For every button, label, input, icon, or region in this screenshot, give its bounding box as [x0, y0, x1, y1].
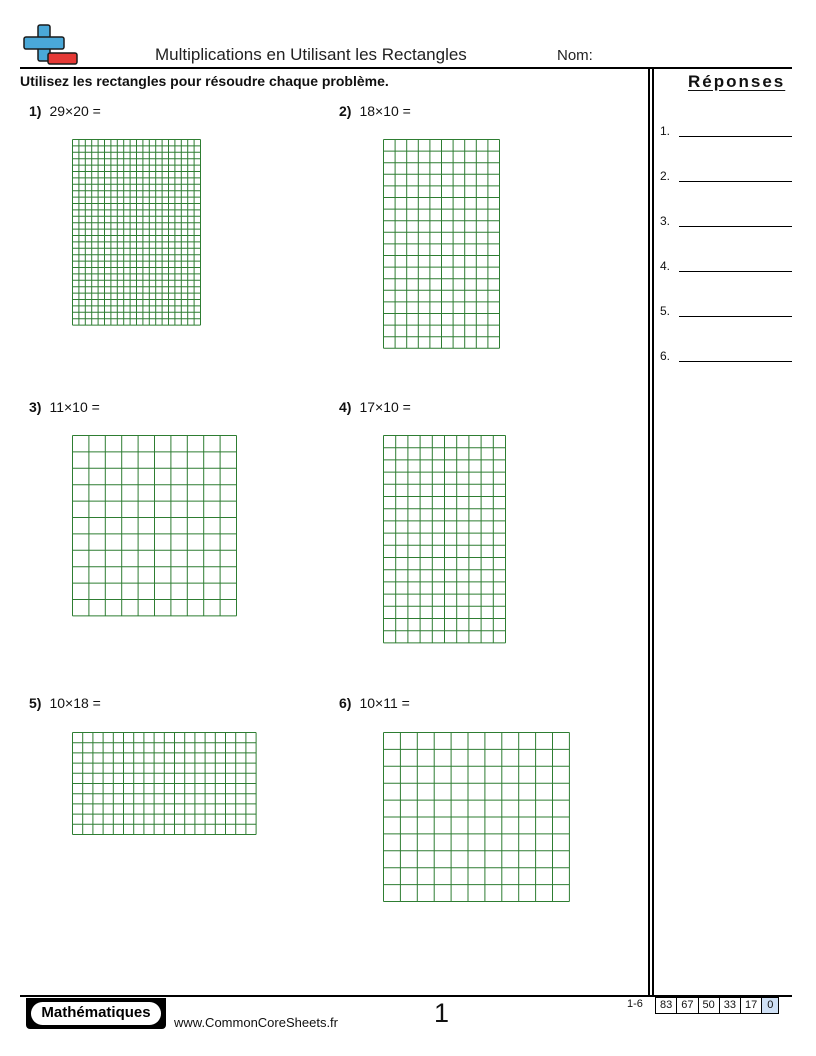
problem-expression: 11×10 = — [49, 399, 100, 415]
score-cell: 33 — [719, 997, 741, 1014]
worksheet-title: Multiplications en Utilisant les Rectangles — [155, 45, 467, 64]
score-cell: 50 — [698, 997, 720, 1014]
multiplication-grid-3 — [72, 435, 237, 617]
brand-badge — [26, 998, 166, 1029]
score-cell: 67 — [676, 997, 698, 1014]
problem-number: 5) — [29, 695, 42, 711]
answer-blank[interactable] — [679, 181, 792, 182]
problem-number: 2) — [339, 103, 352, 119]
answer-label: 2. — [660, 169, 671, 183]
problem-number: 6) — [339, 695, 352, 711]
problem-expression: 29×20 = — [49, 103, 101, 119]
answer-row-3 — [660, 214, 794, 228]
brand-label: Mathématiques — [31, 1002, 161, 1025]
multiplication-grid-6 — [383, 732, 570, 902]
problem-number: 4) — [339, 399, 352, 415]
problem-4 — [339, 399, 411, 415]
page-number: 1 — [434, 998, 450, 1028]
answer-blank[interactable] — [679, 226, 792, 227]
problem-6 — [339, 695, 410, 711]
answer-blank[interactable] — [679, 271, 792, 272]
answer-blank[interactable] — [679, 136, 792, 137]
header-divider — [20, 67, 792, 69]
problem-range: 1-6 — [627, 998, 643, 1010]
problem-3 — [29, 399, 100, 415]
plus-minus-logo-icon — [22, 23, 80, 69]
problem-number: 1) — [29, 103, 42, 119]
problem-number: 3) — [29, 399, 42, 415]
name-label: Nom: — [557, 47, 593, 64]
problem-expression: 10×18 = — [49, 695, 101, 711]
problem-expression: 18×10 = — [359, 103, 411, 119]
problem-expression: 10×11 = — [359, 695, 410, 711]
answer-label: 3. — [660, 214, 671, 228]
answer-label: 1. — [660, 124, 671, 138]
multiplication-grid-2 — [383, 139, 500, 349]
score-cell: 17 — [740, 997, 762, 1014]
answer-label: 5. — [660, 304, 671, 318]
answer-blank[interactable] — [679, 316, 792, 317]
problem-expression: 17×10 = — [359, 399, 411, 415]
answers-title: Réponses — [688, 72, 786, 91]
answer-row-5 — [660, 304, 794, 318]
answer-row-6 — [660, 349, 794, 363]
answer-column-divider-inner — [652, 67, 654, 995]
score-table — [656, 997, 779, 1014]
problem-1 — [29, 103, 101, 119]
multiplication-grid-4 — [383, 435, 506, 644]
answer-row-2 — [660, 169, 794, 183]
problem-2 — [339, 103, 411, 119]
score-cell-highlighted: 0 — [761, 997, 779, 1014]
problem-5 — [29, 695, 101, 711]
answer-blank[interactable] — [679, 361, 792, 362]
site-url[interactable]: www.CommonCoreSheets.fr — [174, 1015, 338, 1030]
multiplication-grid-5 — [72, 732, 257, 835]
instructions: Utilisez les rectangles pour résoudre chaque problème. — [20, 73, 389, 89]
multiplication-grid-1 — [72, 139, 201, 326]
answer-column-divider — [648, 67, 650, 995]
answer-row-4 — [660, 259, 794, 273]
answer-row-1 — [660, 124, 794, 138]
score-cell: 83 — [655, 997, 677, 1014]
answer-label: 6. — [660, 349, 671, 363]
answer-label: 4. — [660, 259, 671, 273]
